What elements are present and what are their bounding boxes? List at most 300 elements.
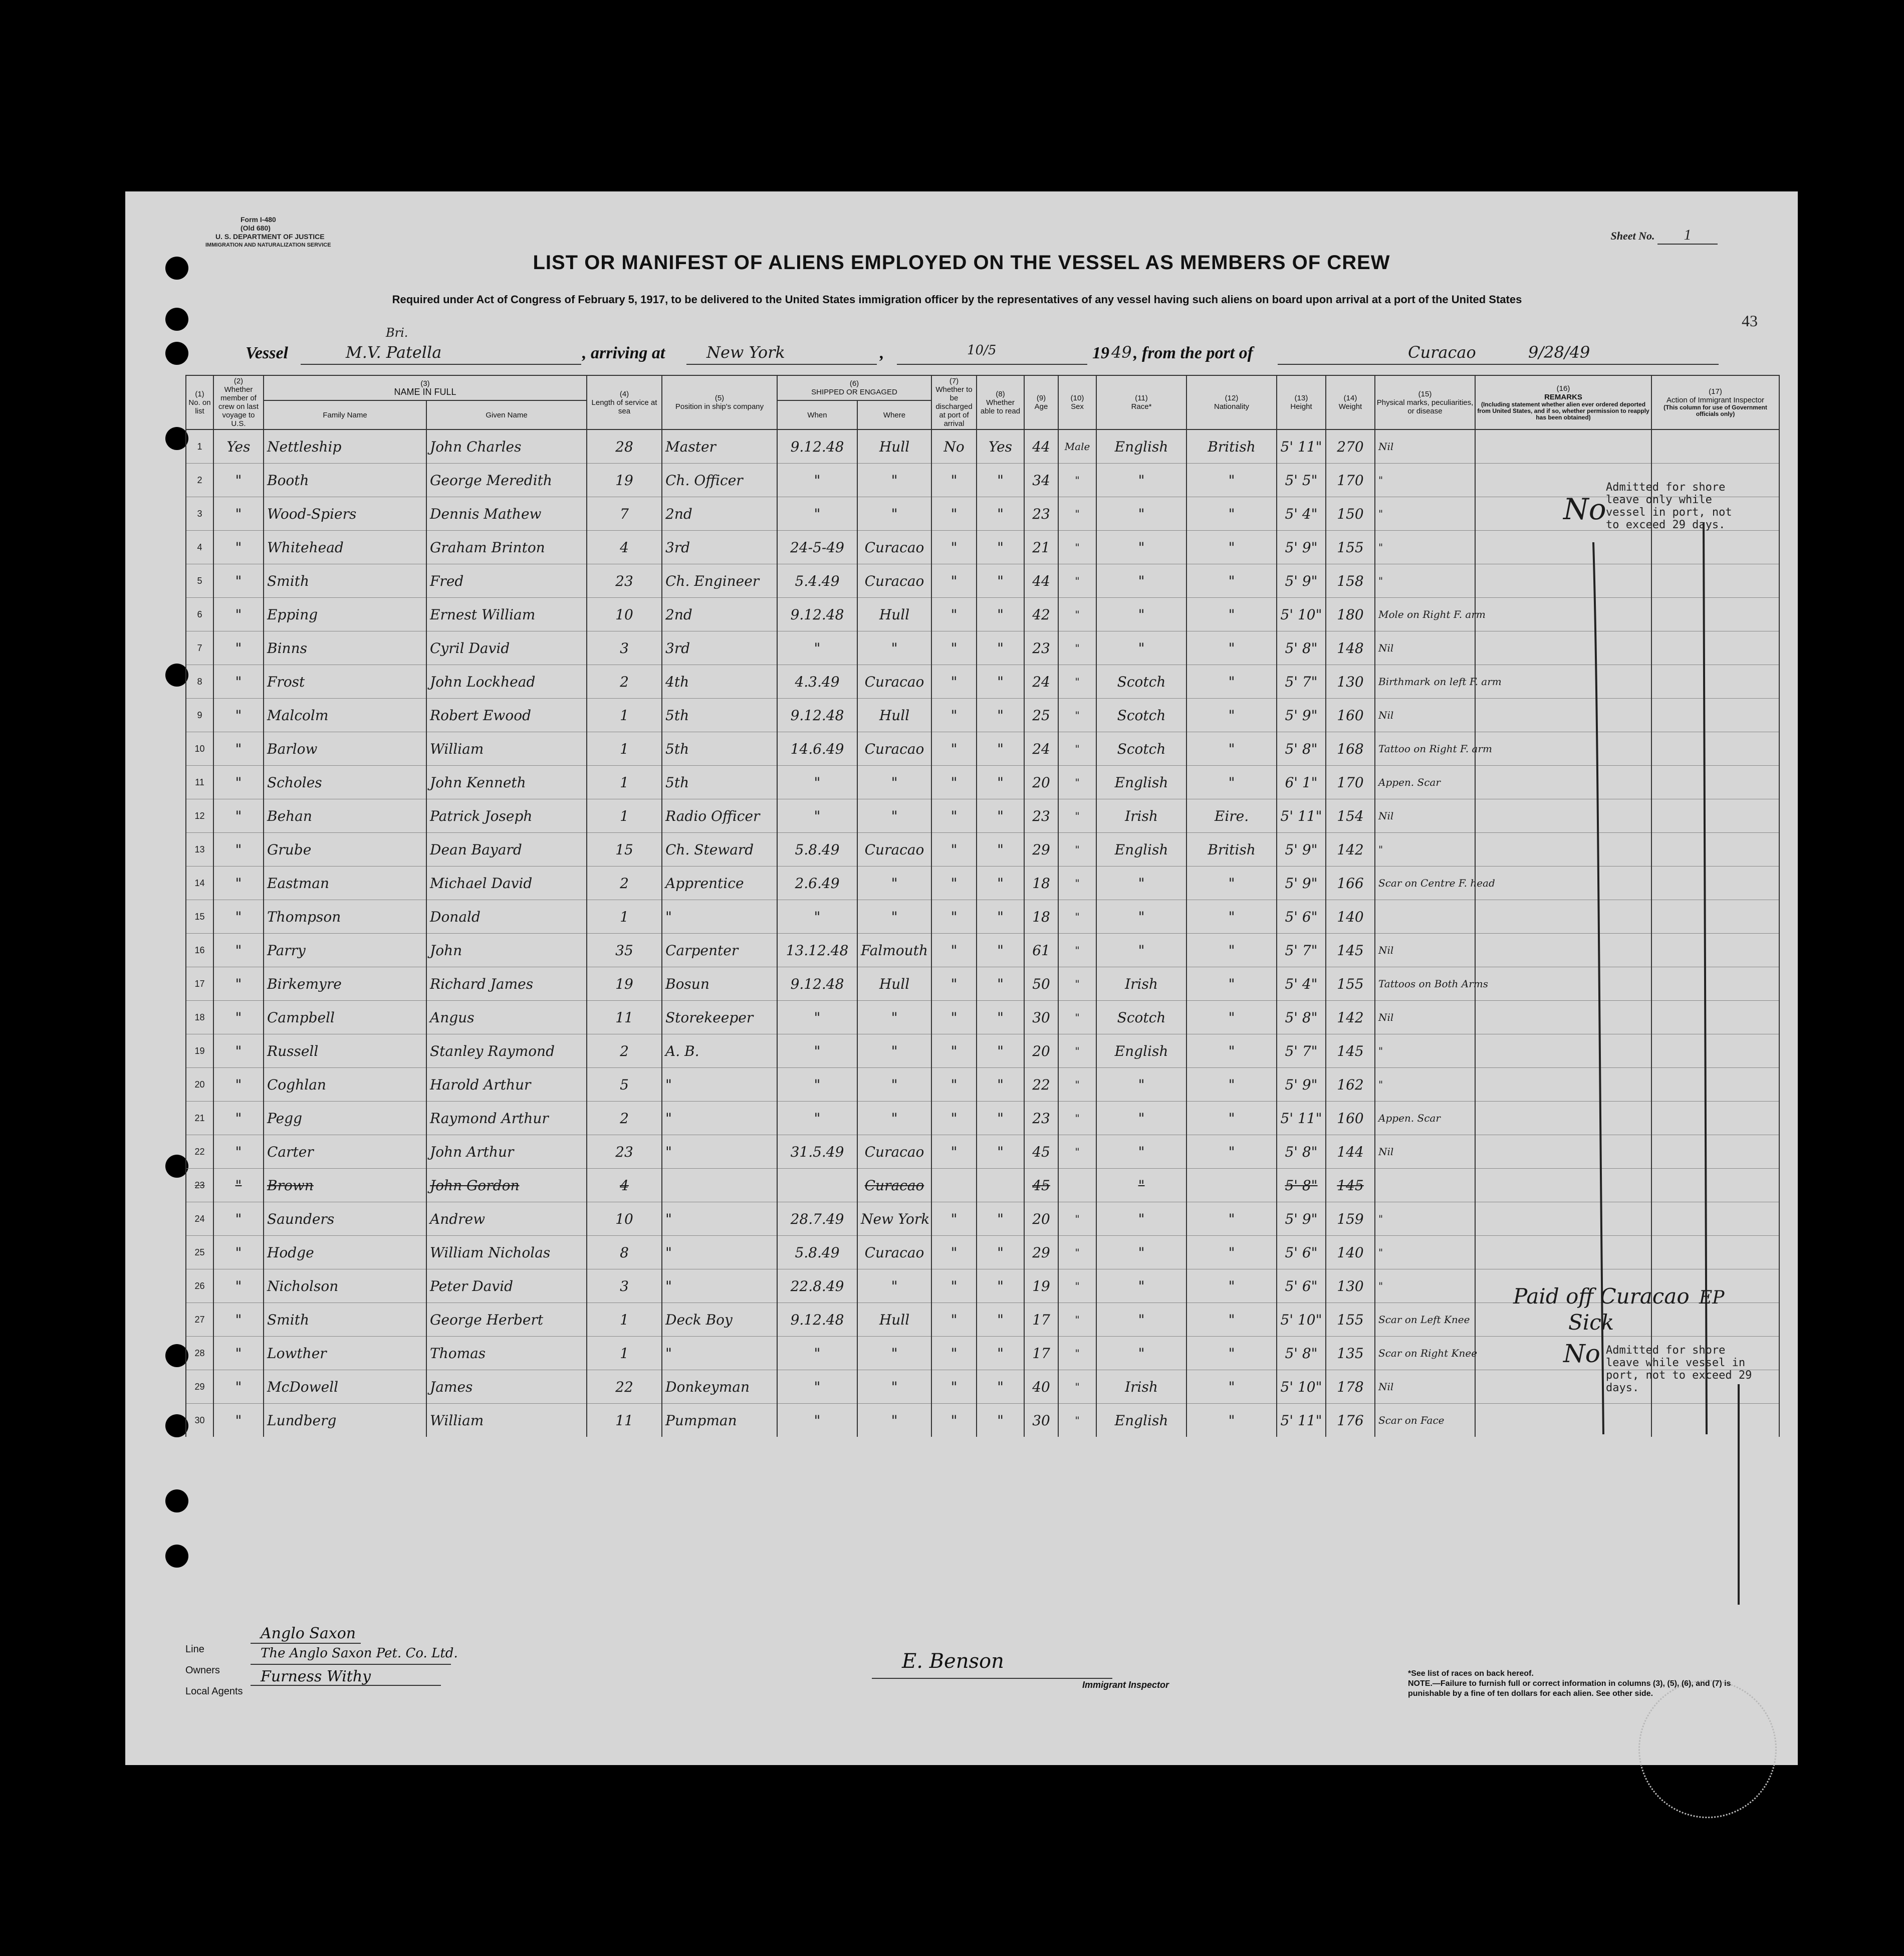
nationality: " bbox=[1186, 1337, 1277, 1370]
race: English bbox=[1096, 429, 1186, 464]
position: 5th bbox=[662, 732, 777, 766]
age: 29 bbox=[1024, 833, 1058, 866]
family-name: Smith bbox=[264, 564, 426, 598]
to-be-discharged: " bbox=[931, 665, 977, 699]
last-voyage: " bbox=[213, 1135, 264, 1169]
crew-row bbox=[186, 1337, 1779, 1370]
crew-no: 28 bbox=[186, 1337, 213, 1370]
family-name: Coghlan bbox=[264, 1068, 426, 1102]
position: 3rd bbox=[662, 531, 777, 564]
shipped-where: " bbox=[857, 1001, 931, 1034]
crew-row bbox=[186, 934, 1779, 967]
crew-row bbox=[186, 900, 1779, 934]
crew-row bbox=[186, 1404, 1779, 1437]
to-be-discharged: " bbox=[931, 833, 977, 866]
able-to-read: " bbox=[977, 1404, 1024, 1437]
crew-row bbox=[186, 564, 1779, 598]
given-name: John Kenneth bbox=[426, 766, 587, 799]
physical-marks: Scar on Centre F. head bbox=[1375, 866, 1475, 900]
race: " bbox=[1096, 1337, 1186, 1370]
nationality: " bbox=[1186, 497, 1277, 531]
sex: " bbox=[1058, 1404, 1096, 1437]
last-voyage: " bbox=[213, 900, 264, 934]
weight: 155 bbox=[1326, 1303, 1375, 1337]
crew-no: 11 bbox=[186, 766, 213, 799]
last-voyage: " bbox=[213, 1068, 264, 1102]
crew-no: 1 bbox=[186, 429, 213, 464]
length-of-service: 1 bbox=[587, 1337, 662, 1370]
able-to-read: " bbox=[977, 1202, 1024, 1236]
nationality: " bbox=[1186, 1102, 1277, 1135]
family-name: Nettleship bbox=[264, 429, 426, 464]
given-name: William Nicholas bbox=[426, 1236, 587, 1269]
physical-marks: Appen. Scar bbox=[1375, 766, 1475, 799]
height: 5' 7" bbox=[1277, 1034, 1326, 1068]
remarks-cell bbox=[1475, 799, 1651, 833]
nationality: British bbox=[1186, 833, 1277, 866]
race: English bbox=[1096, 766, 1186, 799]
shipped-when: 28.7.49 bbox=[777, 1202, 857, 1236]
age: 29 bbox=[1024, 1236, 1058, 1269]
family-name: Behan bbox=[264, 799, 426, 833]
position: Ch. Engineer bbox=[662, 564, 777, 598]
shipped-where: " bbox=[857, 1404, 931, 1437]
height: 6' 1" bbox=[1277, 766, 1326, 799]
family-name: Campbell bbox=[264, 1001, 426, 1034]
col-action: (17) Action of Immigrant Inspector (This column for use of Government officials only) bbox=[1651, 375, 1779, 429]
nationality: " bbox=[1186, 665, 1277, 699]
height: 5' 11" bbox=[1277, 429, 1326, 464]
col-name: (3) NAME IN FULL bbox=[264, 375, 587, 400]
sex: " bbox=[1058, 1202, 1096, 1236]
race: " bbox=[1096, 866, 1186, 900]
age: 40 bbox=[1024, 1370, 1058, 1404]
length-of-service: 1 bbox=[587, 799, 662, 833]
last-voyage: " bbox=[213, 699, 264, 732]
sheet-label: Sheet No. bbox=[1610, 230, 1655, 242]
given-name: Patrick Joseph bbox=[426, 799, 587, 833]
given-name: Michael David bbox=[426, 866, 587, 900]
crew-row bbox=[186, 631, 1779, 665]
last-voyage: " bbox=[213, 665, 264, 699]
position: Carpenter bbox=[662, 934, 777, 967]
family-name: Whitehead bbox=[264, 531, 426, 564]
able-to-read: " bbox=[977, 799, 1024, 833]
agents-value: Furness Withy bbox=[261, 1668, 371, 1685]
position: Apprentice bbox=[662, 866, 777, 900]
crew-row bbox=[186, 464, 1779, 497]
to-be-discharged: " bbox=[931, 1269, 977, 1303]
age: 23 bbox=[1024, 497, 1058, 531]
nationality: " bbox=[1186, 699, 1277, 732]
shipped-where: " bbox=[857, 766, 931, 799]
height: 5' 9" bbox=[1277, 833, 1326, 866]
from-port: Curacao bbox=[1408, 343, 1476, 362]
shipped-when: " bbox=[777, 799, 857, 833]
crew-row bbox=[186, 1034, 1779, 1068]
shipped-where: " bbox=[857, 1269, 931, 1303]
nationality: " bbox=[1186, 1303, 1277, 1337]
given-name: John Gordon bbox=[426, 1169, 587, 1202]
position: Pumpman bbox=[662, 1404, 777, 1437]
line-label: Line bbox=[185, 1644, 204, 1655]
height: 5' 9" bbox=[1277, 564, 1326, 598]
shipped-where: " bbox=[857, 866, 931, 900]
to-be-discharged: " bbox=[931, 497, 977, 531]
last-voyage: " bbox=[213, 531, 264, 564]
nationality: " bbox=[1186, 1135, 1277, 1169]
shipped-when: 24-5-49 bbox=[777, 531, 857, 564]
to-be-discharged: " bbox=[931, 900, 977, 934]
age: 23 bbox=[1024, 799, 1058, 833]
given-name: Graham Brinton bbox=[426, 531, 587, 564]
remarks-cell bbox=[1475, 631, 1651, 665]
race: Irish bbox=[1096, 1370, 1186, 1404]
crew-row bbox=[186, 866, 1779, 900]
shipped-where: Curacao bbox=[857, 1135, 931, 1169]
age: 19 bbox=[1024, 1269, 1058, 1303]
crew-no: 14 bbox=[186, 866, 213, 900]
vessel-label: Vessel bbox=[246, 344, 288, 362]
year-suffix: 49 bbox=[1111, 343, 1132, 362]
vessel-flag: Bri. bbox=[386, 326, 408, 340]
departure-date: 9/28/49 bbox=[1528, 343, 1590, 362]
last-voyage: " bbox=[213, 1034, 264, 1068]
shipped-where: Curacao bbox=[857, 564, 931, 598]
punch-hole bbox=[165, 308, 188, 331]
paid-off-text: Paid off Curacao bbox=[1513, 1284, 1690, 1309]
given-name: Dennis Mathew bbox=[426, 497, 587, 531]
shipped-when: " bbox=[777, 1370, 857, 1404]
shipped-when: 5.8.49 bbox=[777, 833, 857, 866]
physical-marks: " bbox=[1375, 497, 1475, 531]
shipped-when: " bbox=[777, 1034, 857, 1068]
age: 21 bbox=[1024, 531, 1058, 564]
able-to-read: " bbox=[977, 598, 1024, 631]
nationality: " bbox=[1186, 564, 1277, 598]
length-of-service: 23 bbox=[587, 564, 662, 598]
crew-row bbox=[186, 1001, 1779, 1034]
to-be-discharged: " bbox=[931, 1068, 977, 1102]
length-of-service: 1 bbox=[587, 1303, 662, 1337]
weight: 270 bbox=[1326, 429, 1375, 464]
owners-value: The Anglo Saxon Pet. Co. Ltd. bbox=[261, 1646, 458, 1661]
family-name: Booth bbox=[264, 464, 426, 497]
weight: 142 bbox=[1326, 833, 1375, 866]
crew-no: 18 bbox=[186, 1001, 213, 1034]
to-be-discharged: " bbox=[931, 531, 977, 564]
able-to-read: " bbox=[977, 967, 1024, 1001]
weight: 170 bbox=[1326, 766, 1375, 799]
height: 5' 11" bbox=[1277, 1102, 1326, 1135]
height: 5' 11" bbox=[1277, 799, 1326, 833]
remarks-cell bbox=[1475, 934, 1651, 967]
able-to-read: " bbox=[977, 1068, 1024, 1102]
sex: " bbox=[1058, 1135, 1096, 1169]
nationality bbox=[1186, 1169, 1277, 1202]
crew-row bbox=[186, 598, 1779, 631]
paid-off-initials: EP bbox=[1699, 1287, 1725, 1308]
position: Radio Officer bbox=[662, 799, 777, 833]
given-name: Harold Arthur bbox=[426, 1068, 587, 1102]
able-to-read: Yes bbox=[977, 429, 1024, 464]
shipped-where: Curacao bbox=[857, 833, 931, 866]
remarks-cell bbox=[1475, 766, 1651, 799]
length-of-service: 3 bbox=[587, 1269, 662, 1303]
given-name: Cyril David bbox=[426, 631, 587, 665]
race: English bbox=[1096, 833, 1186, 866]
length-of-service: 3 bbox=[587, 631, 662, 665]
shipped-where: " bbox=[857, 631, 931, 665]
col-given-name: Given Name bbox=[426, 400, 587, 429]
given-name: Angus bbox=[426, 1001, 587, 1034]
position: Ch. Officer bbox=[662, 464, 777, 497]
able-to-read: " bbox=[977, 1303, 1024, 1337]
col-sex: (10) Sex bbox=[1058, 375, 1096, 429]
able-to-read: " bbox=[977, 934, 1024, 967]
action-bracket-line-2 bbox=[1729, 1384, 1749, 1605]
race: " bbox=[1096, 598, 1186, 631]
sex: " bbox=[1058, 665, 1096, 699]
length-of-service: 1 bbox=[587, 732, 662, 766]
nationality: " bbox=[1186, 1202, 1277, 1236]
crew-no: 13 bbox=[186, 833, 213, 866]
form-old-number: (Old 680) bbox=[241, 224, 271, 232]
sex: " bbox=[1058, 732, 1096, 766]
sex: " bbox=[1058, 631, 1096, 665]
able-to-read: " bbox=[977, 1236, 1024, 1269]
manifest-sheet bbox=[125, 191, 1798, 1765]
able-to-read: " bbox=[977, 1337, 1024, 1370]
family-name: Lowther bbox=[264, 1337, 426, 1370]
family-name: Frost bbox=[264, 665, 426, 699]
family-name: Lundberg bbox=[264, 1404, 426, 1437]
sex: " bbox=[1058, 1034, 1096, 1068]
remarks-cell bbox=[1475, 1236, 1651, 1269]
shipped-where: " bbox=[857, 1102, 931, 1135]
last-voyage: " bbox=[213, 1404, 264, 1437]
nationality: " bbox=[1186, 967, 1277, 1001]
weight: 140 bbox=[1326, 900, 1375, 934]
crew-no: 20 bbox=[186, 1068, 213, 1102]
height: 5' 7" bbox=[1277, 665, 1326, 699]
height: 5' 7" bbox=[1277, 934, 1326, 967]
shipped-when: " bbox=[777, 766, 857, 799]
remarks-cell bbox=[1475, 1068, 1651, 1102]
position: " bbox=[662, 900, 777, 934]
physical-marks: Nil bbox=[1375, 699, 1475, 732]
sex: Male bbox=[1058, 429, 1096, 464]
crew-no: 22 bbox=[186, 1135, 213, 1169]
position: 3rd bbox=[662, 631, 777, 665]
to-be-discharged: " bbox=[931, 1034, 977, 1068]
col-family-name: Family Name bbox=[264, 400, 426, 429]
to-be-discharged: " bbox=[931, 598, 977, 631]
length-of-service: 7 bbox=[587, 497, 662, 531]
length-of-service: 19 bbox=[587, 967, 662, 1001]
shipped-where: Falmouth bbox=[857, 934, 931, 967]
col-discharged: (7) Whether to be discharged at port of arrival bbox=[931, 375, 977, 429]
last-voyage: " bbox=[213, 464, 264, 497]
service-name: IMMIGRATION AND NATURALIZATION SERVICE bbox=[205, 242, 331, 248]
last-voyage: " bbox=[213, 598, 264, 631]
age: 30 bbox=[1024, 1001, 1058, 1034]
remarks-cell bbox=[1475, 1034, 1651, 1068]
family-name: Parry bbox=[264, 934, 426, 967]
crew-row bbox=[186, 1102, 1779, 1135]
age: 24 bbox=[1024, 665, 1058, 699]
family-name: Pegg bbox=[264, 1102, 426, 1135]
physical-marks: Nil bbox=[1375, 934, 1475, 967]
physical-marks: Nil bbox=[1375, 1135, 1475, 1169]
weight: 178 bbox=[1326, 1370, 1375, 1404]
shipped-when: " bbox=[777, 631, 857, 665]
last-voyage: " bbox=[213, 497, 264, 531]
col-when: When bbox=[777, 400, 857, 429]
nationality: " bbox=[1186, 934, 1277, 967]
given-name: George Herbert bbox=[426, 1303, 587, 1337]
to-be-discharged: " bbox=[931, 699, 977, 732]
form-identifier bbox=[185, 215, 331, 250]
remarks-cell bbox=[1475, 1135, 1651, 1169]
last-voyage: " bbox=[213, 866, 264, 900]
nationality: " bbox=[1186, 1001, 1277, 1034]
sex: " bbox=[1058, 497, 1096, 531]
race: " bbox=[1096, 1102, 1186, 1135]
crew-no: 24 bbox=[186, 1202, 213, 1236]
last-voyage: " bbox=[213, 799, 264, 833]
shipped-when: 9.12.48 bbox=[777, 967, 857, 1001]
department-name: U. S. DEPARTMENT OF JUSTICE bbox=[215, 233, 325, 241]
race: " bbox=[1096, 1202, 1186, 1236]
punch-hole bbox=[165, 1489, 188, 1512]
height: 5' 9" bbox=[1277, 531, 1326, 564]
shipped-where: " bbox=[857, 1370, 931, 1404]
shipped-when: 2.6.49 bbox=[777, 866, 857, 900]
height: 5' 6" bbox=[1277, 900, 1326, 934]
age: 44 bbox=[1024, 564, 1058, 598]
shipped-where: " bbox=[857, 900, 931, 934]
weight: 162 bbox=[1326, 1068, 1375, 1102]
weight: 142 bbox=[1326, 1001, 1375, 1034]
nationality: " bbox=[1186, 866, 1277, 900]
remarks-cell bbox=[1475, 531, 1651, 564]
shipped-where: Hull bbox=[857, 1303, 931, 1337]
physical-marks bbox=[1375, 900, 1475, 934]
sex: " bbox=[1058, 531, 1096, 564]
shipped-when: 9.12.48 bbox=[777, 598, 857, 631]
height: 5' 8" bbox=[1277, 1169, 1326, 1202]
position: 5th bbox=[662, 699, 777, 732]
height: 5' 8" bbox=[1277, 631, 1326, 665]
crew-row bbox=[186, 833, 1779, 866]
last-voyage: " bbox=[213, 631, 264, 665]
remarks-cell bbox=[1475, 866, 1651, 900]
weight: 150 bbox=[1326, 497, 1375, 531]
to-be-discharged: " bbox=[931, 1202, 977, 1236]
remarks-cell bbox=[1475, 732, 1651, 766]
sex: " bbox=[1058, 766, 1096, 799]
races-note: *See list of races on back hereof. bbox=[1408, 1669, 1534, 1678]
physical-marks: " bbox=[1375, 1269, 1475, 1303]
nationality: " bbox=[1186, 598, 1277, 631]
crew-row bbox=[186, 699, 1779, 732]
document-subtitle: Required under Act of Congress of February 5, 1917, to be delivered to the United States immigration officer by the representatives of any vessel having such aliens on board upon arrival at a port of the United States bbox=[392, 293, 1522, 306]
age: 17 bbox=[1024, 1303, 1058, 1337]
weight: 166 bbox=[1326, 866, 1375, 900]
to-be-discharged: " bbox=[931, 1236, 977, 1269]
family-name: Epping bbox=[264, 598, 426, 631]
race: " bbox=[1096, 631, 1186, 665]
last-voyage: " bbox=[213, 934, 264, 967]
age: 42 bbox=[1024, 598, 1058, 631]
shipped-where: Curacao bbox=[857, 732, 931, 766]
last-voyage: " bbox=[213, 1269, 264, 1303]
given-name: Thomas bbox=[426, 1337, 587, 1370]
able-to-read: " bbox=[977, 1034, 1024, 1068]
crew-no: 3 bbox=[186, 497, 213, 531]
age: 23 bbox=[1024, 631, 1058, 665]
length-of-service: 23 bbox=[587, 1135, 662, 1169]
paid-off-note bbox=[1513, 1284, 1725, 1309]
shipped-where: " bbox=[857, 497, 931, 531]
arrival-date: 10/5 bbox=[967, 343, 997, 358]
race: Irish bbox=[1096, 967, 1186, 1001]
age: 22 bbox=[1024, 1068, 1058, 1102]
vessel-line: Vessel Bri. M.V. Patella , arriving at New York , 10/5 19 49 , from the port of Curacao 9/28/49 bbox=[246, 342, 1719, 367]
remarks-cell bbox=[1475, 1102, 1651, 1135]
arriving-label: , arriving at bbox=[582, 344, 665, 362]
age: 20 bbox=[1024, 1202, 1058, 1236]
age: 45 bbox=[1024, 1169, 1058, 1202]
remarks-cell bbox=[1475, 1169, 1651, 1202]
col-weight: (14) Weight bbox=[1326, 375, 1375, 429]
sex: " bbox=[1058, 564, 1096, 598]
race: Scotch bbox=[1096, 699, 1186, 732]
shipped-when: " bbox=[777, 1068, 857, 1102]
crew-no: 2 bbox=[186, 464, 213, 497]
crew-no: 5 bbox=[186, 564, 213, 598]
to-be-discharged: " bbox=[931, 1370, 977, 1404]
crew-no: 30 bbox=[186, 1404, 213, 1437]
shipped-when: 9.12.48 bbox=[777, 699, 857, 732]
year-prefix: 19 bbox=[1092, 344, 1109, 362]
remarks-cell bbox=[1475, 1001, 1651, 1034]
physical-marks: " bbox=[1375, 833, 1475, 866]
family-name: Russell bbox=[264, 1034, 426, 1068]
weight: 160 bbox=[1326, 1102, 1375, 1135]
position: Bosun bbox=[662, 967, 777, 1001]
crew-no: 27 bbox=[186, 1303, 213, 1337]
able-to-read: " bbox=[977, 1269, 1024, 1303]
to-be-discharged: " bbox=[931, 1404, 977, 1437]
race: " bbox=[1096, 900, 1186, 934]
physical-marks: Birthmark on left F. arm bbox=[1375, 665, 1475, 699]
physical-marks: " bbox=[1375, 1202, 1475, 1236]
nationality: " bbox=[1186, 900, 1277, 934]
col-last-voyage: (2) Whether member of crew on last voyage to U.S. bbox=[213, 375, 264, 429]
document-title: LIST OR MANIFEST OF ALIENS EMPLOYED ON THE VESSEL AS MEMBERS OF CREW bbox=[533, 252, 1390, 274]
age: 34 bbox=[1024, 464, 1058, 497]
shipped-where: New York bbox=[857, 1202, 931, 1236]
last-voyage: " bbox=[213, 1303, 264, 1337]
position: Donkeyman bbox=[662, 1370, 777, 1404]
able-to-read: " bbox=[977, 631, 1024, 665]
weight: 145 bbox=[1326, 1034, 1375, 1068]
position: " bbox=[662, 1337, 777, 1370]
last-voyage: " bbox=[213, 1202, 264, 1236]
length-of-service: 28 bbox=[587, 429, 662, 464]
